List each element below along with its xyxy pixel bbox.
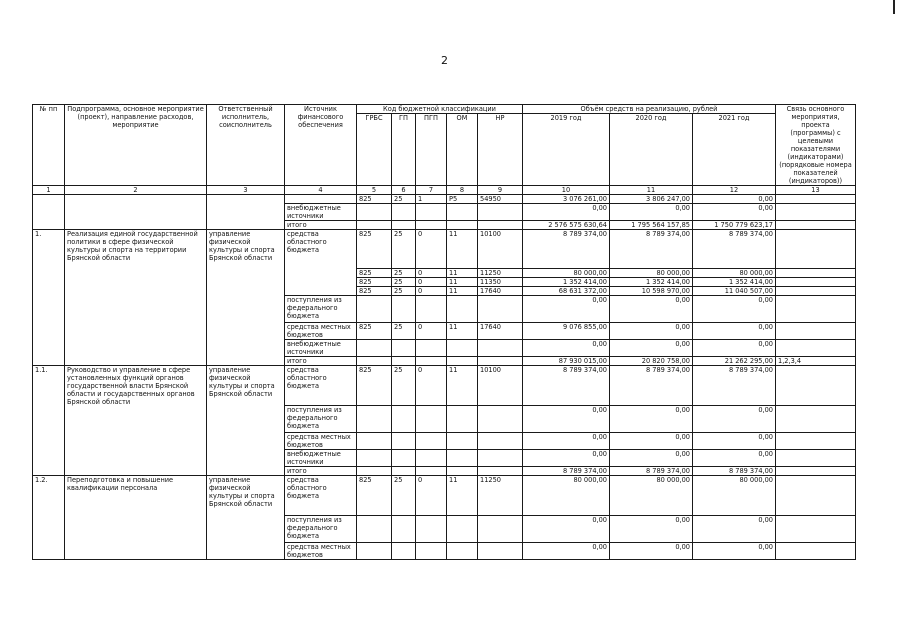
- cell-empty: [447, 406, 478, 433]
- cell-empty: [392, 357, 416, 366]
- cell-pgp: 0: [416, 366, 447, 406]
- cell-empty: [478, 450, 523, 467]
- cell-amount-2021: 1 750 779 623,17: [693, 221, 776, 230]
- cell-source: внебюджетные источники: [285, 204, 357, 221]
- cell-amount-2020: 1 352 414,00: [610, 278, 693, 287]
- cell-empty: [478, 406, 523, 433]
- cell-empty: [357, 450, 392, 467]
- cell-np: 11250: [478, 269, 523, 278]
- cell-np: 17640: [478, 287, 523, 296]
- cell-empty: [776, 278, 856, 287]
- table-row: [33, 366, 856, 406]
- cell-empty: [207, 195, 285, 230]
- table-row: [33, 476, 856, 516]
- cell-amount-2020: 0,00: [610, 340, 693, 357]
- cell-empty: [416, 543, 447, 560]
- cell-empty: [416, 516, 447, 543]
- cell-source: средства областного бюджета: [285, 476, 357, 516]
- cell-amount-2019: 8 789 374,00: [523, 467, 610, 476]
- cell-amount-2021: 0,00: [693, 340, 776, 357]
- cell-om: 11: [447, 366, 478, 406]
- header-row: [33, 105, 856, 114]
- col-header-num: № пп: [33, 105, 65, 186]
- cell-empty: [478, 221, 523, 230]
- column-number: 11: [610, 186, 693, 195]
- cell-pgp: 0: [416, 287, 447, 296]
- cell-empty: [447, 433, 478, 450]
- cell-empty: [447, 467, 478, 476]
- cell-empty: [478, 357, 523, 366]
- cell-empty: [357, 204, 392, 221]
- cell-gp: 25: [392, 323, 416, 340]
- cell-grbs: 825: [357, 269, 392, 278]
- cell-source: внебюджетные источники: [285, 450, 357, 467]
- col-header-link: Связь основного мероприятия, проекта (программы) с целевыми показателями (индикаторами) (порядковые номера показателей (индикаторов)): [776, 105, 856, 186]
- cell-empty: [392, 450, 416, 467]
- cell-pgp: 1: [416, 195, 447, 204]
- cell-amount-2020: 0,00: [610, 406, 693, 433]
- cell-program: Реализация единой государственной политики в сфере физической культуры и спорта на территории Брянской области: [65, 230, 207, 366]
- cell-amount-2019: 8 789 374,00: [523, 366, 610, 406]
- cell-empty: [776, 296, 856, 323]
- cell-executor: управление физической культуры и спорта Брянской области: [207, 366, 285, 476]
- col-header-source: Источник финансового обеспечения: [285, 105, 357, 186]
- col-header-np: НР: [478, 114, 523, 186]
- cell-source: поступления из федерального бюджета: [285, 406, 357, 433]
- cell-empty: [357, 516, 392, 543]
- cell-empty: [478, 204, 523, 221]
- cell-pgp: 0: [416, 476, 447, 516]
- cell-om: 11: [447, 269, 478, 278]
- cell-amount-2021: 11 040 507,00: [693, 287, 776, 296]
- cell-amount-2021: 0,00: [693, 543, 776, 560]
- cell-empty: [776, 366, 856, 406]
- col-header-amount: Объём средств на реализацию, рублей: [523, 105, 776, 114]
- corner-mark: [893, 0, 895, 14]
- cell-om: 11: [447, 230, 478, 269]
- cell-empty: [285, 195, 357, 204]
- cell-empty: [776, 221, 856, 230]
- cell-empty: [357, 340, 392, 357]
- cell-amount-2019: 0,00: [523, 406, 610, 433]
- cell-gp: 25: [392, 366, 416, 406]
- cell-amount-2020: 8 789 374,00: [610, 467, 693, 476]
- cell-empty: [357, 406, 392, 433]
- cell-executor: управление физической культуры и спорта Брянской области: [207, 476, 285, 560]
- cell-empty: [478, 433, 523, 450]
- cell-num: 1.2.: [33, 476, 65, 560]
- cell-amount-2019: 0,00: [523, 433, 610, 450]
- cell-pgp: 0: [416, 278, 447, 287]
- cell-np: 11250: [478, 476, 523, 516]
- cell-grbs: 825: [357, 195, 392, 204]
- cell-source: итого: [285, 357, 357, 366]
- column-number: 7: [416, 186, 447, 195]
- cell-empty: [416, 204, 447, 221]
- cell-amount-2020: 8 789 374,00: [610, 366, 693, 406]
- cell-amount-2020: 80 000,00: [610, 476, 693, 516]
- cell-amount-2021: 1 352 414,00: [693, 278, 776, 287]
- cell-amount-2021: 0,00: [693, 204, 776, 221]
- cell-amount-2020: 0,00: [610, 450, 693, 467]
- column-number: 5: [357, 186, 392, 195]
- cell-empty: [776, 340, 856, 357]
- cell-link: 1,2,3,4: [776, 357, 856, 366]
- column-number: 4: [285, 186, 357, 195]
- cell-om: 11: [447, 287, 478, 296]
- col-header-om: ОМ: [447, 114, 478, 186]
- cell-empty: [357, 467, 392, 476]
- cell-empty: [478, 340, 523, 357]
- cell-empty: [478, 543, 523, 560]
- column-number: 8: [447, 186, 478, 195]
- column-number: 2: [65, 186, 207, 195]
- cell-empty: [416, 467, 447, 476]
- col-header-program: Подпрограмма, основное мероприятие (проект), направление расходов, мероприятие: [65, 105, 207, 186]
- cell-empty: [776, 323, 856, 340]
- cell-amount-2021: 0,00: [693, 296, 776, 323]
- col-header-gp: ГП: [392, 114, 416, 186]
- cell-amount-2019: 80 000,00: [523, 269, 610, 278]
- cell-grbs: 825: [357, 476, 392, 516]
- cell-empty: [447, 296, 478, 323]
- cell-empty: [776, 516, 856, 543]
- cell-empty: [776, 450, 856, 467]
- cell-amount-2019: 0,00: [523, 204, 610, 221]
- cell-empty: [392, 406, 416, 433]
- cell-gp: 25: [392, 278, 416, 287]
- cell-num: 1.1.: [33, 366, 65, 476]
- cell-amount-2020: 10 598 970,00: [610, 287, 693, 296]
- cell-gp: 25: [392, 476, 416, 516]
- cell-empty: [478, 516, 523, 543]
- cell-empty: [416, 433, 447, 450]
- col-header-budget-code: Код бюджетной классификации: [357, 105, 523, 114]
- cell-amount-2020: 0,00: [610, 543, 693, 560]
- cell-amount-2019: 0,00: [523, 450, 610, 467]
- cell-amount-2021: 8 789 374,00: [693, 467, 776, 476]
- cell-empty: [776, 543, 856, 560]
- cell-amount-2021: 0,00: [693, 433, 776, 450]
- col-header-pgp: ПГП: [416, 114, 447, 186]
- column-number: 3: [207, 186, 285, 195]
- cell-empty: [357, 543, 392, 560]
- cell-amount-2019: 3 076 261,00: [523, 195, 610, 204]
- cell-empty: [392, 296, 416, 323]
- cell-amount-2021: 0,00: [693, 406, 776, 433]
- column-number: 10: [523, 186, 610, 195]
- cell-empty: [776, 467, 856, 476]
- table-row: [33, 195, 856, 204]
- cell-amount-2019: 9 076 855,00: [523, 323, 610, 340]
- cell-amount-2020: 20 820 758,00: [610, 357, 693, 366]
- cell-pgp: 0: [416, 230, 447, 269]
- cell-empty: [447, 204, 478, 221]
- cell-amount-2021: 8 789 374,00: [693, 366, 776, 406]
- cell-amount-2020: 80 000,00: [610, 269, 693, 278]
- cell-amount-2020: 3 806 247,00: [610, 195, 693, 204]
- cell-empty: [447, 340, 478, 357]
- cell-empty: [392, 467, 416, 476]
- cell-amount-2019: 68 631 372,00: [523, 287, 610, 296]
- cell-np: 10100: [478, 230, 523, 269]
- cell-np: 11350: [478, 278, 523, 287]
- cell-empty: [416, 357, 447, 366]
- cell-grbs: 825: [357, 230, 392, 269]
- cell-empty: [357, 433, 392, 450]
- cell-amount-2021: 21 262 295,00: [693, 357, 776, 366]
- cell-empty: [776, 433, 856, 450]
- budget-table: [32, 104, 856, 560]
- cell-amount-2019: 80 000,00: [523, 476, 610, 516]
- cell-empty: [416, 221, 447, 230]
- col-header-grbs: ГРБС: [357, 114, 392, 186]
- cell-program: Переподготовка и повышение квалификации персонала: [65, 476, 207, 560]
- cell-empty: [776, 230, 856, 269]
- cell-amount-2021: 8 789 374,00: [693, 230, 776, 269]
- cell-grbs: 825: [357, 278, 392, 287]
- cell-empty: [416, 406, 447, 433]
- cell-empty: [447, 357, 478, 366]
- cell-amount-2021: 0,00: [693, 323, 776, 340]
- cell-amount-2019: 87 930 015,00: [523, 357, 610, 366]
- page-number: 2: [441, 54, 448, 67]
- cell-empty: [776, 287, 856, 296]
- cell-amount-2020: 0,00: [610, 204, 693, 221]
- cell-empty: [416, 296, 447, 323]
- cell-amount-2020: 0,00: [610, 296, 693, 323]
- column-number: 6: [392, 186, 416, 195]
- cell-empty: [416, 340, 447, 357]
- cell-gp: 25: [392, 287, 416, 296]
- cell-amount-2019: 0,00: [523, 516, 610, 543]
- column-number: 12: [693, 186, 776, 195]
- cell-empty: [392, 221, 416, 230]
- cell-empty: [776, 406, 856, 433]
- cell-empty: [416, 450, 447, 467]
- cell-om: P5: [447, 195, 478, 204]
- cell-gp: 25: [392, 269, 416, 278]
- column-number: 13: [776, 186, 856, 195]
- cell-pgp: 0: [416, 269, 447, 278]
- cell-amount-2019: 1 352 414,00: [523, 278, 610, 287]
- cell-amount-2020: 1 795 564 157,85: [610, 221, 693, 230]
- col-header-2021: 2021 год: [693, 114, 776, 186]
- cell-empty: [357, 221, 392, 230]
- table-row: [33, 230, 856, 269]
- cell-source: средства местных бюджетов: [285, 543, 357, 560]
- cell-empty: [776, 204, 856, 221]
- cell-empty: [478, 467, 523, 476]
- cell-amount-2021: 80 000,00: [693, 269, 776, 278]
- column-number: 1: [33, 186, 65, 195]
- cell-source: средства областного бюджета: [285, 366, 357, 406]
- col-header-executor: Ответственный исполнитель, соисполнитель: [207, 105, 285, 186]
- cell-empty: [478, 296, 523, 323]
- column-number: 9: [478, 186, 523, 195]
- cell-om: 11: [447, 323, 478, 340]
- cell-amount-2021: 0,00: [693, 195, 776, 204]
- cell-source: внебюджетные источники: [285, 340, 357, 357]
- cell-np: 10100: [478, 366, 523, 406]
- cell-source: средства областного бюджета: [285, 230, 357, 296]
- cell-amount-2021: 0,00: [693, 450, 776, 467]
- col-header-2019: 2019 год: [523, 114, 610, 186]
- cell-empty: [447, 516, 478, 543]
- cell-amount-2021: 80 000,00: [693, 476, 776, 516]
- cell-source: средства местных бюджетов: [285, 433, 357, 450]
- cell-pgp: 0: [416, 323, 447, 340]
- cell-amount-2020: 0,00: [610, 516, 693, 543]
- cell-om: 11: [447, 476, 478, 516]
- cell-empty: [392, 433, 416, 450]
- cell-source: итого: [285, 221, 357, 230]
- cell-empty: [65, 195, 207, 230]
- cell-amount-2019: 2 576 575 630,64: [523, 221, 610, 230]
- cell-amount-2019: 0,00: [523, 296, 610, 323]
- cell-empty: [392, 516, 416, 543]
- cell-amount-2019: 0,00: [523, 543, 610, 560]
- cell-grbs: 825: [357, 287, 392, 296]
- cell-empty: [392, 543, 416, 560]
- cell-grbs: 825: [357, 366, 392, 406]
- cell-source: поступления из федерального бюджета: [285, 296, 357, 323]
- cell-num: 1.: [33, 230, 65, 366]
- cell-amount-2019: 8 789 374,00: [523, 230, 610, 269]
- cell-gp: 25: [392, 195, 416, 204]
- col-header-2020: 2020 год: [610, 114, 693, 186]
- cell-source: поступления из федерального бюджета: [285, 516, 357, 543]
- cell-executor: управление физической культуры и спорта Брянской области: [207, 230, 285, 366]
- cell-empty: [392, 340, 416, 357]
- cell-amount-2019: 0,00: [523, 340, 610, 357]
- cell-empty: [447, 450, 478, 467]
- cell-empty: [776, 476, 856, 516]
- cell-gp: 25: [392, 230, 416, 269]
- cell-np: 54950: [478, 195, 523, 204]
- cell-empty: [357, 357, 392, 366]
- column-number-row: [33, 186, 856, 195]
- cell-grbs: 825: [357, 323, 392, 340]
- cell-om: 11: [447, 278, 478, 287]
- cell-empty: [357, 296, 392, 323]
- cell-amount-2020: 0,00: [610, 433, 693, 450]
- cell-np: 17640: [478, 323, 523, 340]
- cell-empty: [447, 543, 478, 560]
- cell-program: Руководство и управление в сфере установленных функций органов государственной власти Брянской области и государственных органов Брянской области: [65, 366, 207, 476]
- cell-empty: [447, 221, 478, 230]
- cell-empty: [776, 269, 856, 278]
- cell-source: итого: [285, 467, 357, 476]
- cell-amount-2021: 0,00: [693, 516, 776, 543]
- cell-empty: [776, 195, 856, 204]
- cell-amount-2020: 0,00: [610, 323, 693, 340]
- cell-source: средства местных бюджетов: [285, 323, 357, 340]
- cell-empty: [392, 204, 416, 221]
- cell-empty: [33, 195, 65, 230]
- cell-amount-2020: 8 789 374,00: [610, 230, 693, 269]
